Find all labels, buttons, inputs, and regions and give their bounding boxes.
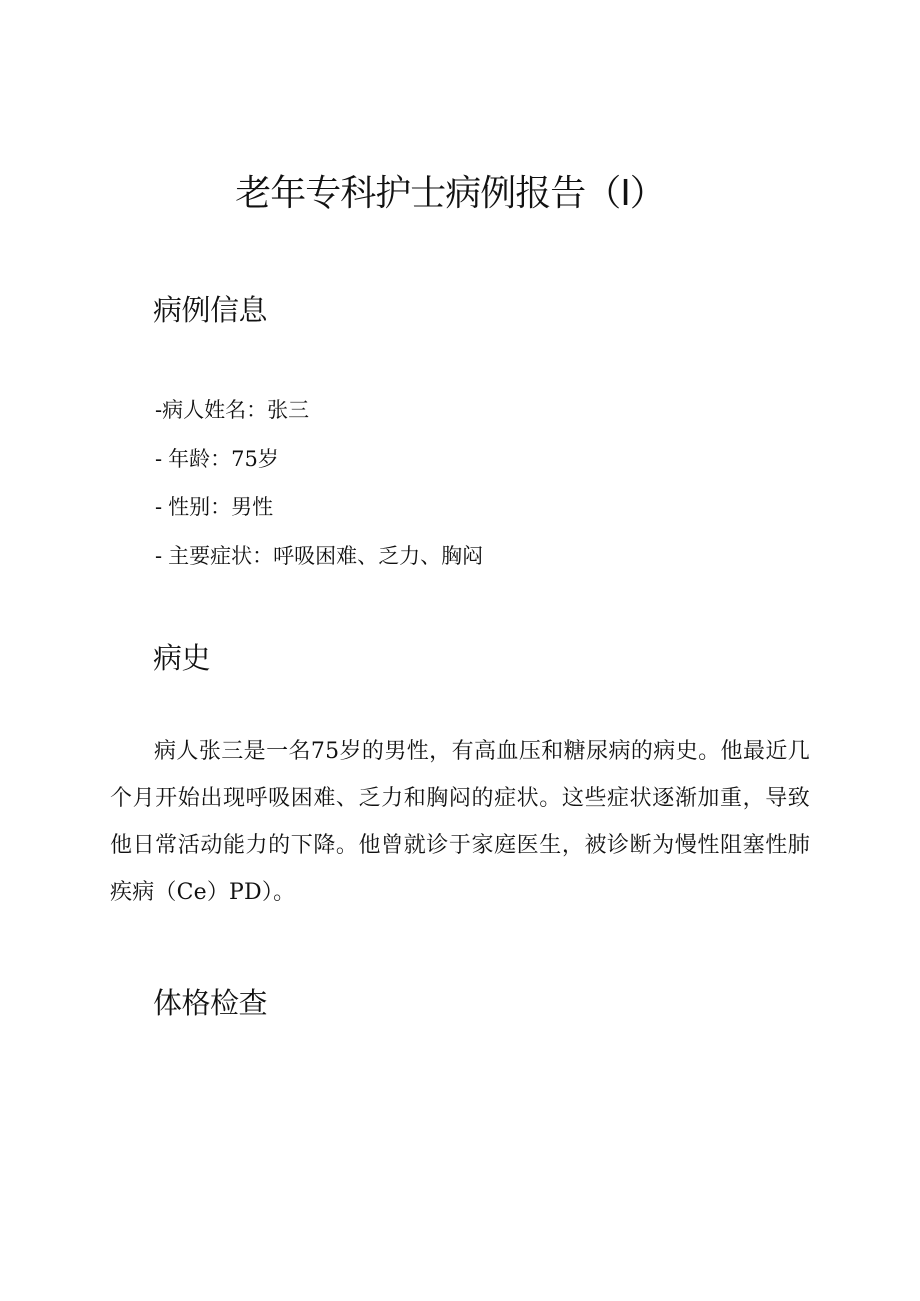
section-heading-physical-exam: 体格检查 <box>153 986 268 1020</box>
history-paragraph: 病人张三是一名75岁的男性，有高血压和糖尿病的病史。他最近几个月开始出现呼吸困难、乏力和胸闷的症状。这些症状逐渐加重，导致他日常活动能力的下降。他曾就诊于家庭医生，被诊断为慢性阻塞性肺疾病（Ce）PD）。 <box>110 739 810 905</box>
case-info-text: 年龄：75岁 <box>168 446 279 471</box>
list-dash: - <box>155 495 163 519</box>
document-title: 老年专科护士病例报告（I） <box>235 173 665 214</box>
case-info-item-gender <box>155 483 483 532</box>
case-info-item-symptoms <box>155 532 483 581</box>
case-info-item-age <box>155 435 483 484</box>
case-info-text: 病人姓名：张三 <box>162 398 310 422</box>
list-dash: - <box>155 446 163 471</box>
list-dash: - <box>155 543 163 568</box>
section-heading-case-info: 病例信息 <box>153 293 268 327</box>
case-info-text: 性别：男性 <box>168 495 274 519</box>
list-dash: - <box>155 398 163 422</box>
case-info-item-name <box>155 386 483 435</box>
case-info-list <box>155 386 483 580</box>
case-info-text: 主要症状：呼吸困难、乏力、胸闷 <box>168 543 484 568</box>
section-heading-history: 病史 <box>153 641 211 675</box>
